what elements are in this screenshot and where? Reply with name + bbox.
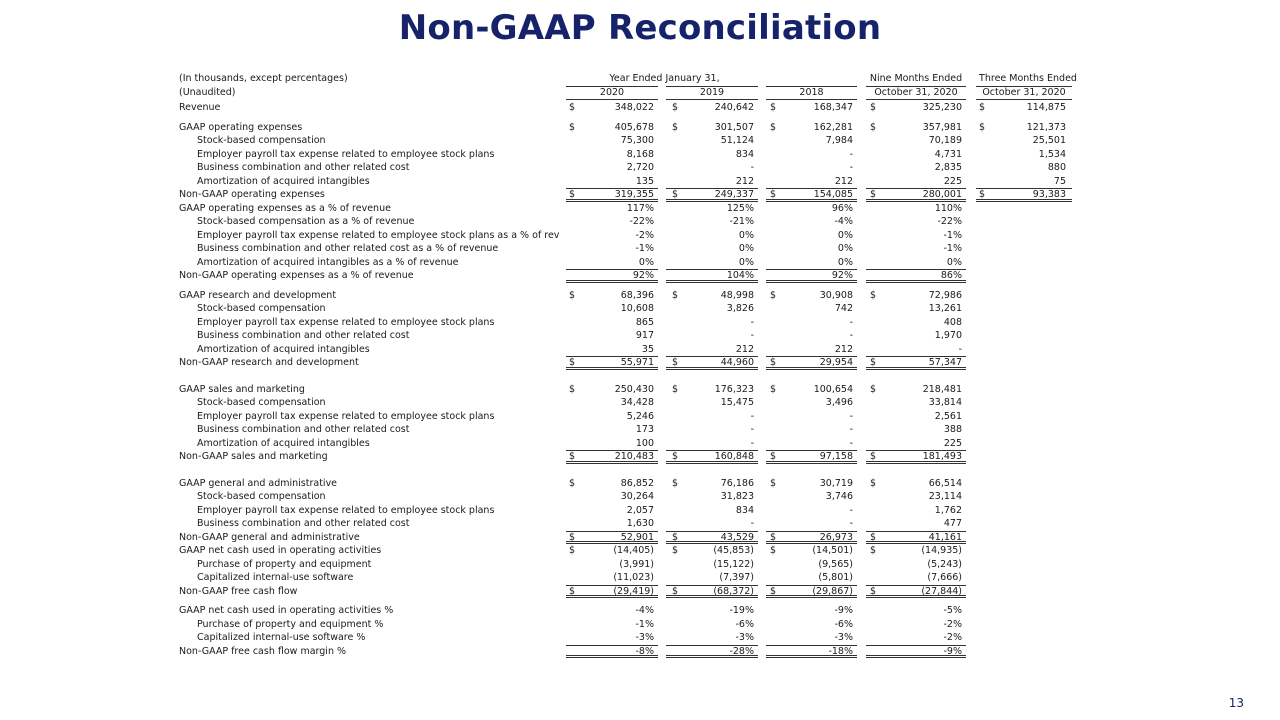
table-cell: 2,057 (626, 504, 654, 516)
table-cell: -1% (635, 618, 654, 630)
dollar-sign: $ (672, 383, 679, 395)
table-cell: 135 (635, 175, 654, 187)
table-cell: 34,428 (620, 397, 654, 408)
dollar-sign: $ (979, 189, 986, 200)
table-cell: 86% (940, 270, 962, 281)
table-row (0, 437, 1280, 451)
table-cell: 15,475 (720, 397, 754, 408)
table-cell: 30,908 (819, 289, 853, 301)
column-header-2020: 2020 (566, 86, 658, 100)
table-cell: 3,746 (825, 491, 853, 502)
table-cell: 100 (635, 437, 654, 449)
dollar-sign: $ (569, 189, 576, 200)
dollar-sign: $ (870, 357, 877, 368)
table-cell: 0% (638, 256, 654, 268)
table-cell: (68,372) (713, 585, 754, 597)
table-cell: 280,001 (922, 189, 962, 200)
table-cell: 0% (837, 256, 853, 268)
table-cell: 348,022 (614, 102, 654, 113)
table-cell: (7,397) (719, 572, 754, 583)
row-label: Purchase of property and equipment % (197, 618, 384, 630)
table-cell: 29,954 (819, 357, 853, 368)
table-cell: 1,630 (626, 518, 654, 529)
table-cell: 51,124 (720, 135, 754, 146)
table-cell: (29,419) (613, 585, 654, 597)
page-title: Non-GAAP Reconciliation (398, 8, 882, 48)
row-label: Amortization of acquired intangibles (197, 175, 370, 187)
table-cell: 35 (641, 343, 654, 355)
table-cell: 880 (1047, 162, 1066, 173)
table-row (0, 618, 1280, 632)
row-label: Non-GAAP operating expenses as a % of revenue (179, 270, 414, 281)
table-cell: (15,122) (713, 558, 754, 570)
dollar-sign: $ (770, 357, 777, 368)
table-cell: 477 (943, 518, 962, 529)
column-header-three-months-date: October 31, 2020 (976, 86, 1072, 100)
table-row (0, 242, 1280, 256)
table-row (0, 269, 1280, 283)
table-cell: - (849, 316, 853, 328)
row-label: Non-GAAP free cash flow (179, 585, 298, 597)
dollar-sign: $ (569, 357, 576, 368)
table-cell: 250,430 (614, 383, 654, 395)
table-row (0, 202, 1280, 216)
table-row (0, 175, 1280, 189)
row-label: Business combination and other related cost (197, 518, 410, 529)
dollar-sign: $ (569, 121, 576, 133)
table-cell: 100,654 (813, 383, 853, 395)
dollar-sign: $ (770, 531, 777, 543)
table-row (0, 256, 1280, 270)
dollar-sign: $ (770, 189, 777, 200)
row-label: GAAP net cash used in operating activities (179, 545, 382, 556)
row-label: GAAP sales and marketing (179, 383, 305, 395)
table-cell: 2,720 (626, 162, 654, 173)
table-cell: -9% (834, 605, 853, 616)
table-cell: 44,960 (720, 357, 754, 368)
table-cell: 357,981 (922, 121, 962, 133)
table-cell: (14,501) (812, 545, 853, 556)
table-cell: 212 (834, 175, 853, 187)
page-number: 13 (1228, 696, 1244, 710)
table-cell: - (849, 518, 853, 529)
table-cell: 742 (834, 303, 853, 314)
table-cell: 3,826 (726, 303, 754, 314)
row-label: Amortization of acquired intangibles (197, 437, 370, 449)
table-row (0, 585, 1280, 599)
dollar-sign: $ (672, 289, 679, 301)
table-cell: - (750, 518, 754, 529)
table-row (0, 302, 1280, 316)
table-cell: - (958, 343, 962, 355)
table-cell: 10,608 (620, 303, 654, 314)
table-cell: - (849, 437, 853, 449)
dollar-sign: $ (770, 121, 777, 133)
row-label: Employer payroll tax expense related to employee stock plans (197, 504, 495, 516)
dollar-sign: $ (770, 477, 777, 489)
table-cell: 5,246 (626, 410, 654, 422)
table-cell: 25,501 (1032, 135, 1066, 146)
table-row (0, 490, 1280, 504)
dollar-sign: $ (569, 531, 576, 543)
dollar-sign: $ (870, 585, 877, 597)
table-cell: 13,261 (928, 303, 962, 314)
table-cell: 917 (635, 330, 654, 341)
row-label: Business combination and other related cost (197, 424, 410, 435)
dollar-sign: $ (569, 289, 576, 301)
table-cell: -1% (943, 229, 962, 241)
dollar-sign: $ (672, 531, 679, 543)
table-row (0, 134, 1280, 148)
table-cell: (27,844) (921, 585, 962, 597)
row-label: Stock-based compensation (197, 135, 326, 146)
row-label: Non-GAAP operating expenses (179, 189, 325, 200)
table-cell: -3% (635, 632, 654, 643)
table-cell: - (750, 424, 754, 435)
table-cell: 117% (626, 202, 654, 214)
table-cell: 405,678 (614, 121, 654, 133)
table-cell: (29,867) (812, 585, 853, 597)
table-cell: 52,901 (620, 531, 654, 543)
table-cell: 225 (943, 437, 962, 449)
table-cell: 75,300 (620, 135, 654, 146)
table-row (0, 631, 1280, 645)
table-cell: 181,493 (922, 451, 962, 462)
table-row (0, 477, 1280, 491)
table-cell: 30,264 (620, 491, 654, 502)
table-cell: 110% (934, 202, 962, 214)
row-label: Amortization of acquired intangibles (197, 343, 370, 355)
dollar-sign: $ (979, 121, 986, 133)
row-label: Capitalized internal-use software (197, 572, 354, 583)
table-cell: -28% (729, 645, 754, 657)
table-cell: -22% (937, 216, 962, 227)
table-cell: 55,971 (620, 357, 654, 368)
row-label: Amortization of acquired intangibles as a % of revenue (197, 256, 459, 268)
table-cell: -1% (943, 243, 962, 254)
table-cell: 75 (1053, 175, 1066, 187)
table-row (0, 101, 1280, 115)
dollar-sign: $ (770, 102, 777, 113)
table-row (0, 517, 1280, 531)
table-cell: 160,848 (714, 451, 754, 462)
dollar-sign: $ (672, 451, 679, 462)
table-cell: 97,158 (819, 451, 853, 462)
table-row (0, 423, 1280, 437)
table-cell: 173 (635, 424, 654, 435)
table-cell: -6% (735, 618, 754, 630)
table-cell: 0% (837, 243, 853, 254)
table-row (0, 316, 1280, 330)
table-cell: 33,814 (928, 397, 962, 408)
table-cell: 834 (735, 504, 754, 516)
table-cell: 31,823 (720, 491, 754, 502)
table-cell: 86,852 (620, 477, 654, 489)
table-cell: 43,529 (720, 531, 754, 543)
table-cell: 408 (943, 316, 962, 328)
dollar-sign: $ (569, 451, 576, 462)
table-cell: 72,986 (928, 289, 962, 301)
table-cell: 8,168 (626, 148, 654, 160)
table-cell: 168,347 (813, 102, 853, 113)
table-row (0, 571, 1280, 585)
table-cell: 0% (738, 256, 754, 268)
table-cell: (7,666) (927, 572, 962, 583)
dollar-sign: $ (870, 383, 877, 395)
table-row (0, 450, 1280, 464)
dollar-sign: $ (870, 121, 877, 133)
table-row (0, 121, 1280, 135)
table-cell: 30,719 (819, 477, 853, 489)
table-cell: 210,483 (614, 451, 654, 462)
table-cell: 2,835 (934, 162, 962, 173)
table-cell: - (750, 410, 754, 422)
table-row (0, 329, 1280, 343)
row-label: Purchase of property and equipment (197, 558, 372, 570)
table-cell: -21% (729, 216, 754, 227)
row-label: Stock-based compensation (197, 491, 326, 502)
group-header-three-months: Three Months Ended (979, 73, 1077, 84)
table-cell: 1,970 (934, 330, 962, 341)
group-header-nine-months: Nine Months Ended (869, 73, 963, 84)
table-cell: 68,396 (620, 289, 654, 301)
dollar-sign: $ (870, 477, 877, 489)
table-cell: 41,161 (928, 531, 962, 543)
row-label: Stock-based compensation (197, 397, 326, 408)
table-cell: -4% (834, 216, 853, 227)
table-row (0, 356, 1280, 370)
row-label: GAAP operating expenses (179, 121, 303, 133)
table-cell: (9,565) (818, 558, 853, 570)
table-cell: 93,383 (1032, 189, 1066, 200)
table-cell: (3,991) (619, 558, 654, 570)
table-cell: 7,984 (825, 135, 853, 146)
table-cell: - (750, 316, 754, 328)
row-label: GAAP operating expenses as a % of revenue (179, 202, 391, 214)
dollar-sign: $ (770, 383, 777, 395)
table-cell: 26,973 (819, 531, 853, 543)
table-cell: 249,337 (714, 189, 754, 200)
table-cell: -3% (834, 632, 853, 643)
table-cell: 225 (943, 175, 962, 187)
row-label: Employer payroll tax expense related to employee stock plans (197, 410, 495, 422)
table-row (0, 383, 1280, 397)
table-row (0, 410, 1280, 424)
table-cell: 125% (726, 202, 754, 214)
dollar-sign: $ (672, 545, 679, 556)
table-cell: -4% (635, 605, 654, 616)
table-cell: 57,347 (928, 357, 962, 368)
table-cell: - (849, 410, 853, 422)
table-row (0, 215, 1280, 229)
table-row (0, 289, 1280, 303)
table-cell: -5% (943, 605, 962, 616)
table-cell: 121,373 (1026, 121, 1066, 133)
table-row (0, 645, 1280, 659)
table-row (0, 531, 1280, 545)
table-cell: 162,281 (813, 121, 853, 133)
table-row (0, 604, 1280, 618)
table-cell: - (849, 504, 853, 516)
table-cell: - (750, 330, 754, 341)
table-row (0, 396, 1280, 410)
table-cell: 48,998 (720, 289, 754, 301)
dollar-sign: $ (672, 189, 679, 200)
table-cell: 176,323 (714, 383, 754, 395)
table-cell: (45,853) (713, 545, 754, 556)
table-cell: 92% (632, 270, 654, 281)
table-cell: 96% (831, 202, 853, 214)
table-row (0, 544, 1280, 558)
row-label: GAAP general and administrative (179, 477, 338, 489)
row-label: Business combination and other related cost (197, 162, 410, 173)
table-cell: -18% (828, 645, 853, 657)
dollar-sign: $ (569, 477, 576, 489)
table-cell: -19% (729, 605, 754, 616)
table-cell: -22% (629, 216, 654, 227)
table-cell: 1,762 (934, 504, 962, 516)
dollar-sign: $ (569, 383, 576, 395)
table-cell: 70,189 (928, 135, 962, 146)
row-label: Business combination and other related cost (197, 330, 410, 341)
audit-note: (Unaudited) (179, 87, 236, 98)
dollar-sign: $ (672, 477, 679, 489)
group-header-year-ended: Year Ended January 31, (609, 73, 720, 84)
table-cell: 76,186 (720, 477, 754, 489)
table-cell: (14,405) (613, 545, 654, 556)
table-cell: -8% (635, 645, 654, 657)
table-cell: (5,243) (927, 558, 962, 570)
row-label: Capitalized internal-use software % (197, 632, 366, 643)
dollar-sign: $ (569, 102, 576, 113)
table-row (0, 161, 1280, 175)
dollar-sign: $ (672, 357, 679, 368)
table-cell: -6% (834, 618, 853, 630)
table-cell: 1,534 (1038, 148, 1066, 160)
table-cell: 325,230 (922, 102, 962, 113)
table-cell: 319,355 (614, 189, 654, 200)
table-cell: 301,507 (714, 121, 754, 133)
table-cell: 3,496 (825, 397, 853, 408)
table-row (0, 188, 1280, 202)
table-cell: -9% (943, 645, 962, 657)
row-label: Employer payroll tax expense related to employee stock plans (197, 316, 495, 328)
dollar-sign: $ (770, 585, 777, 597)
table-cell: (11,023) (613, 572, 654, 583)
table-cell: (14,935) (921, 545, 962, 556)
dollar-sign: $ (672, 121, 679, 133)
table-cell: 0% (946, 256, 962, 268)
row-label: Non-GAAP research and development (179, 357, 359, 368)
row-label: Revenue (179, 102, 221, 113)
table-cell: 212 (834, 343, 853, 355)
table-cell: - (849, 330, 853, 341)
column-header-2018: 2018 (766, 86, 857, 100)
table-cell: (5,801) (818, 572, 853, 583)
table-cell: 0% (738, 229, 754, 241)
table-cell: -2% (943, 618, 962, 630)
table-cell: 4,731 (934, 148, 962, 160)
dollar-sign: $ (770, 451, 777, 462)
row-label: GAAP research and development (179, 289, 337, 301)
table-cell: 66,514 (928, 477, 962, 489)
dollar-sign: $ (569, 545, 576, 556)
table-row (0, 229, 1280, 243)
table-cell: 114,875 (1026, 102, 1066, 113)
row-label: Stock-based compensation as a % of revenue (197, 216, 415, 227)
dollar-sign: $ (672, 585, 679, 597)
table-cell: - (750, 437, 754, 449)
table-cell: 240,642 (714, 102, 754, 113)
row-label: Non-GAAP general and administrative (179, 531, 360, 543)
dollar-sign: $ (569, 585, 576, 597)
dollar-sign: $ (672, 102, 679, 113)
table-cell: 154,085 (813, 189, 853, 200)
table-cell: 834 (735, 148, 754, 160)
reconciliation-table (0, 101, 1280, 658)
row-label: Non-GAAP sales and marketing (179, 451, 328, 462)
table-row (0, 558, 1280, 572)
table-cell: - (750, 162, 754, 173)
row-label: Employer payroll tax expense related to employee stock plans (197, 148, 495, 160)
table-cell: 212 (735, 175, 754, 187)
dollar-sign: $ (979, 102, 986, 113)
table-cell: 212 (735, 343, 754, 355)
table-row (0, 504, 1280, 518)
table-cell: 23,114 (928, 491, 962, 502)
column-header-2019: 2019 (666, 86, 758, 100)
table-cell: 2,561 (934, 410, 962, 422)
table-cell: -2% (943, 632, 962, 643)
dollar-sign: $ (770, 289, 777, 301)
table-cell: 0% (738, 243, 754, 254)
table-cell: -2% (635, 229, 654, 241)
dollar-sign: $ (870, 289, 877, 301)
table-row (0, 148, 1280, 162)
dollar-sign: $ (870, 531, 877, 543)
dollar-sign: $ (870, 545, 877, 556)
table-cell: 865 (635, 316, 654, 328)
units-note: (In thousands, except percentages) (179, 73, 348, 84)
table-cell: 388 (943, 424, 962, 435)
dollar-sign: $ (870, 189, 877, 200)
dollar-sign: $ (870, 102, 877, 113)
row-label: Business combination and other related cost as a % of revenue (197, 243, 499, 254)
table-row (0, 343, 1280, 357)
dollar-sign: $ (870, 451, 877, 462)
row-label: GAAP net cash used in operating activities % (179, 605, 394, 616)
table-cell: 218,481 (922, 383, 962, 395)
table-cell: - (849, 162, 853, 173)
row-label: Non-GAAP free cash flow margin % (179, 645, 347, 657)
row-label: Employer payroll tax expense related to employee stock plans as a % of rev (197, 229, 560, 241)
table-cell: 0% (837, 229, 853, 241)
table-cell: 92% (831, 270, 853, 281)
dollar-sign: $ (770, 545, 777, 556)
column-header-nine-months-date: October 31, 2020 (866, 86, 966, 100)
table-cell: 104% (726, 270, 754, 281)
table-cell: - (849, 148, 853, 160)
table-cell: -1% (635, 243, 654, 254)
table-cell: -3% (735, 632, 754, 643)
row-label: Stock-based compensation (197, 303, 326, 314)
table-cell: - (849, 424, 853, 435)
